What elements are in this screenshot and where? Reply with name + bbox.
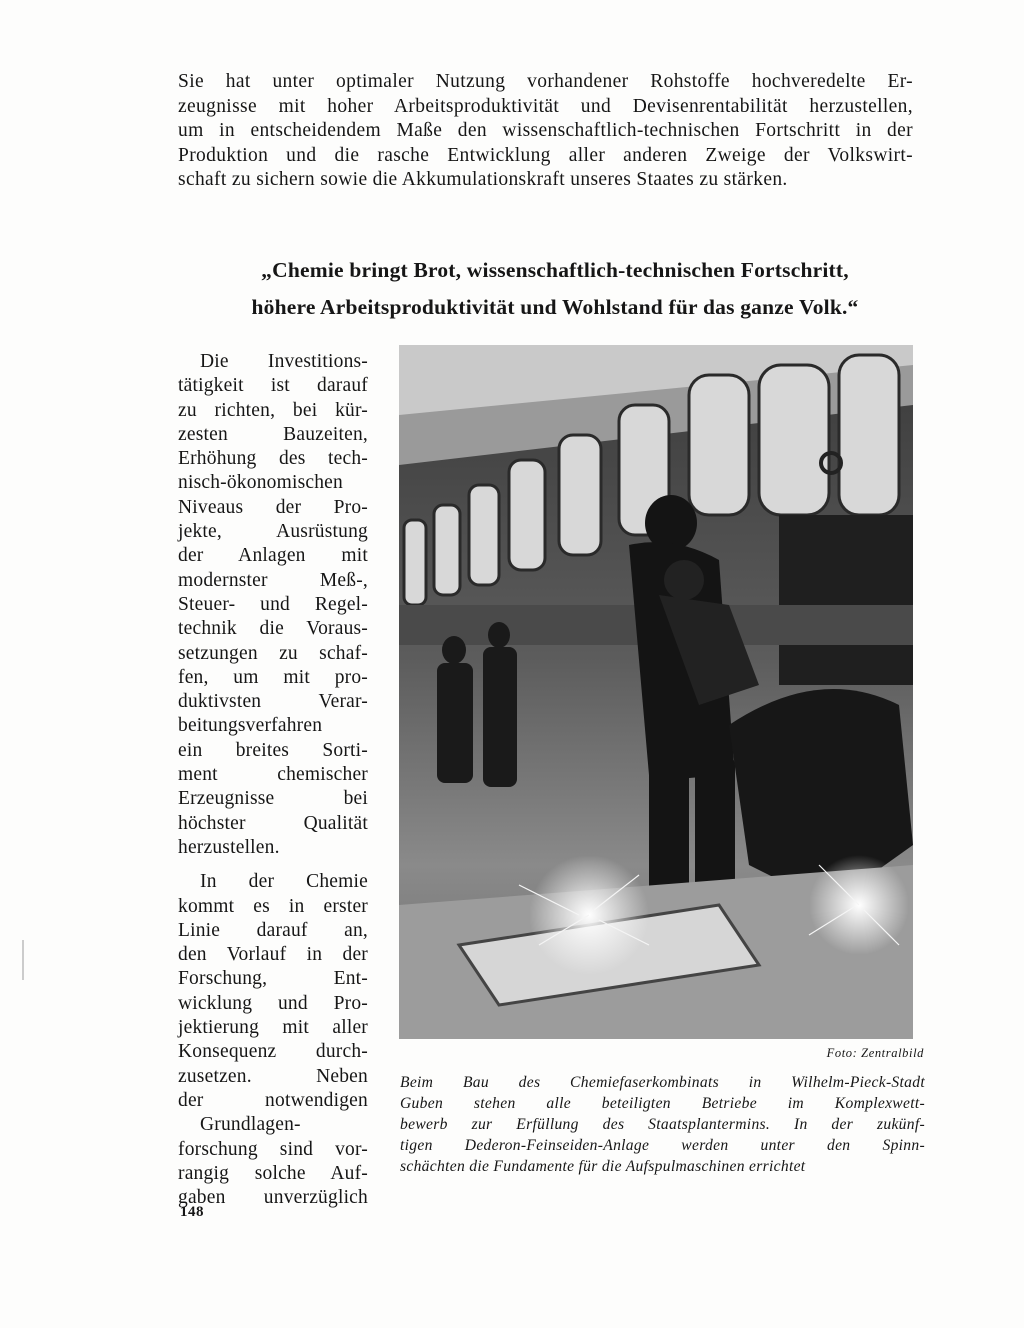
column-line: gaben unverzüglich (178, 1187, 368, 1209)
column-line: duktivsten Verar- (178, 691, 368, 713)
headline-line: „Chemie bringt Brot, wissenschaftlich-technischen Fortschritt, (261, 258, 849, 282)
column-line: Niveaus der Pro- (178, 496, 368, 518)
caption-line: tigen Dederon-Feinseiden-Anlage werden unter den Spinn- (400, 1137, 925, 1154)
caption-line: schächten die Fundamente für die Aufspulmaschinen errichtet (400, 1158, 806, 1175)
headline-line: höhere Arbeitsproduktivität und Wohlstand für das ganze Volk.“ (251, 295, 859, 319)
column-line: Konsequenz durch- (178, 1041, 368, 1063)
column-line: kommt es in erster (178, 895, 368, 917)
column-line: tätigkeit ist darauf (178, 375, 368, 397)
column-line: herzustellen. (178, 836, 280, 858)
construction-photo (399, 345, 913, 1039)
intro-line: schaft zu sichern sowie die Akkumulationskraft unseres Staates zu stärken. (178, 169, 788, 190)
scan-edge-mark (22, 940, 24, 980)
column-line: höchster Qualität (178, 812, 368, 834)
column-line: modernster Meß-, (178, 569, 368, 591)
column-line: Forschung, Ent- (178, 968, 368, 990)
column-line: ein breites Sorti- (178, 739, 368, 761)
photo-caption (400, 1072, 925, 1177)
column-line: der Anlagen mit (178, 545, 368, 567)
column-line: technik die Voraus- (178, 618, 368, 640)
column-line: den Vorlauf in der (178, 944, 368, 966)
headline-quote (215, 252, 895, 326)
column-line: der notwendigen (178, 1089, 368, 1111)
caption-line: Guben stehen alle beteiligten Betriebe im Komplexwett- (400, 1095, 925, 1112)
column-line: wicklung und Pro- (178, 992, 368, 1014)
column-line: Linie darauf an, (178, 919, 368, 941)
column-line: jektierung mit aller (178, 1017, 368, 1039)
column-line: zesten Bauzeiten, (178, 423, 368, 445)
intro-line: Sie hat unter optimaler Nutzung vorhandener Rohstoffe hochveredelte Er- (178, 71, 913, 92)
photo-illustration (399, 345, 913, 1039)
column-line: rangig solche Auf- (178, 1162, 368, 1184)
intro-line: Produktion und die rasche Entwicklung aller anderen Zweige der Volkswirt- (178, 144, 913, 166)
column-line: Grundlagen- (200, 1114, 301, 1136)
column-line: zu richten, bei kür- (178, 399, 368, 421)
column-line: Die Investitions- (200, 351, 368, 372)
intro-line: zeugnisse mit hoher Arbeitsproduktivität und Devisenrentabilität herzustellen, (178, 95, 913, 117)
page-number: 148 (180, 1204, 204, 1220)
column-line: ment chemischer (178, 764, 368, 786)
column-line: In der Chemie (200, 871, 368, 893)
column-line: zusetzen. Neben (178, 1065, 368, 1087)
column-line: nisch-ökonomischen (178, 472, 343, 494)
column-line: Erzeugnisse bei (178, 788, 368, 810)
column-line: forschung sind vor- (178, 1138, 368, 1160)
column-line: Erhöhung des tech- (178, 448, 368, 470)
photo-credit: Foto: Zentralbild (826, 1046, 924, 1060)
intro-paragraph (178, 70, 913, 193)
caption-line: bewerb zur Erfüllung des Staatsplantermins. In der zukünf- (400, 1116, 925, 1133)
column-line: Steuer- und Regel- (178, 593, 368, 615)
column-line: setzungen zu schaf- (178, 642, 368, 664)
text-column (178, 350, 368, 1210)
column-line: fen, um mit pro- (178, 666, 368, 688)
caption-line: Beim Bau des Chemiefaserkombinats in Wilhelm-Pieck-Stadt (400, 1074, 925, 1091)
intro-line: um in entscheidendem Maße den wissenschaftlich-technischen Fortschritt in der (178, 120, 913, 141)
column-line: beitungsverfahren (178, 715, 323, 737)
column-line: jekte, Ausrüstung (178, 521, 368, 543)
